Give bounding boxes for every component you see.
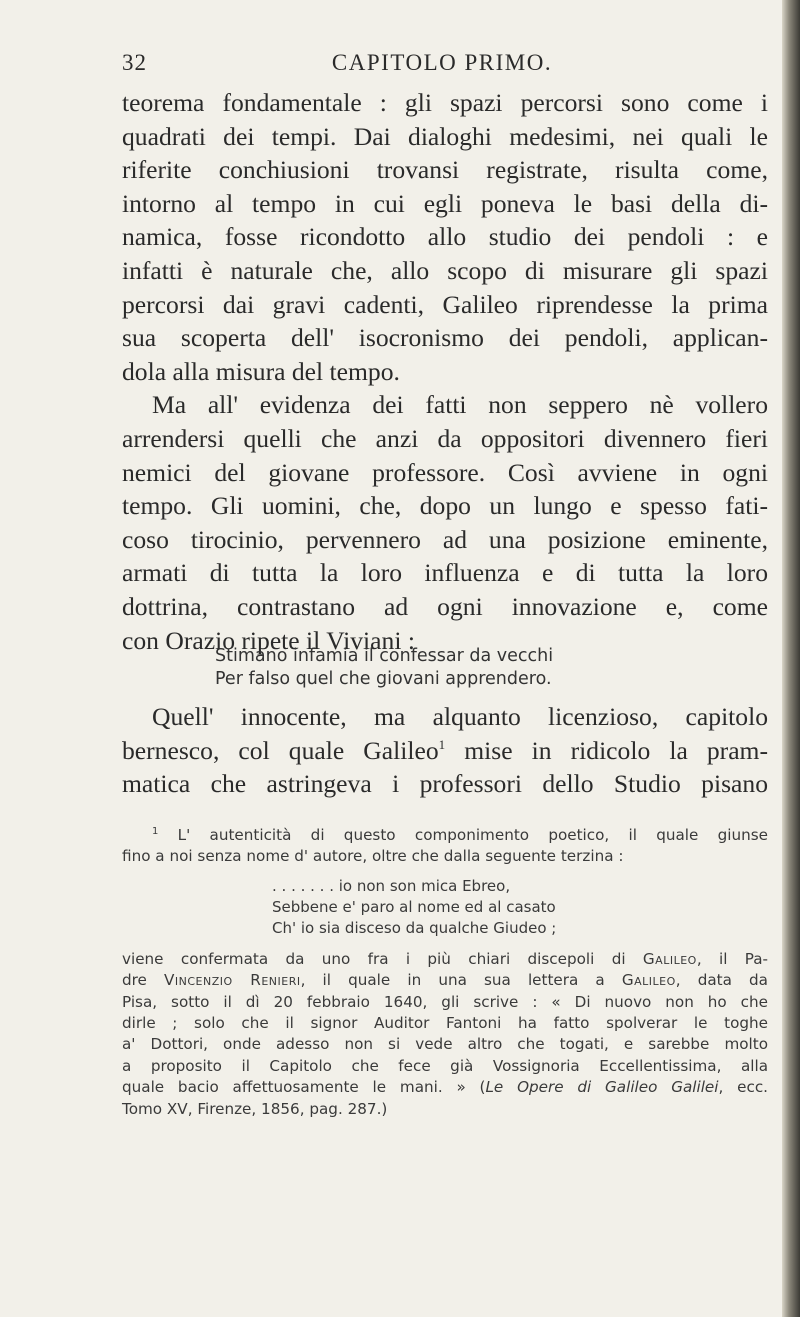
paragraph-2 [122,388,768,657]
name-galileo: Galileo [642,949,697,968]
text-line: matica che astringeva i professori dello Studio pisano [122,769,768,799]
text-line: quadrati dei tempi. Dai dialoghi medesimi, nei quali le [122,121,768,151]
footnote [122,825,768,1120]
text-segment: , data da [675,971,768,990]
footnote-line: dirle ; solo che il signor Auditor Fantoni ha fatto spolverar le toghe [122,1014,768,1033]
text-segment: quale bacio affettuosamente le mani. » ( [122,1078,486,1097]
text-line: armati di tutta la loro influenza e di tutta la loro [122,558,768,588]
footnote-line [122,1077,768,1098]
text-segment: L' autenticità di questo componimento poetico, il quale giunse [158,826,768,844]
text-line: Ma all' evidenza dei fatti non seppero nè vollero [152,390,768,420]
footnote-line [122,949,768,970]
text-line: percorsi dai gravi cadenti, Galileo riprendesse la prima [122,289,768,319]
text-line: namica, fosse ricondotto allo studio dei pendoli : e [122,222,768,252]
page-number: 32 [122,50,147,75]
text-line: riferite conchiusioni trovansi registrate, risulta come, [122,155,768,185]
text-line: dola alla misura del tempo. [122,356,400,386]
quoted-verse [215,645,553,691]
text-line: arrendersi quelli che anzi da oppositori divennero fieri [122,423,768,453]
footnote-verse-line: . . . . . . . io non son mica Ebreo, [272,876,511,895]
text-line: coso tirocinio, pervennero ad una posizione eminente, [122,524,768,554]
paragraph-3 [122,700,768,801]
verse-line: Stimano infamia il confessar da vecchi [215,646,554,666]
text-segment: mise in ridicolo la pram- [445,735,768,765]
text-line [122,734,768,768]
footnote-verse-line: Ch' io sia disceso da qualche Giudeo ; [272,918,557,937]
name-renieri: Vincenzio Renieri [164,971,301,990]
footnote-verse-line: Sebbene e' paro al nome ed al casato [272,897,556,916]
text-segment: dre [122,971,165,990]
text-line: teorema fondamentale : gli spazi percorsi sono come i [122,88,768,117]
text-line: sua scoperta dell' isocronismo dei pendoli, applican- [122,323,768,353]
citation-title: Le Opere di Galileo Galilei [485,1078,719,1097]
page-edge-shadow [782,0,800,1317]
page-header [122,50,762,82]
footnote-marker: 1 [152,826,159,837]
footnote-line: a proposito il Capitolo che fece già Vossignoria Eccellentissima, alla [122,1056,768,1075]
text-segment: , il quale in una sua lettera a [300,971,622,990]
text-line: tempo. Gli uomini, che, dopo un lungo e spesso fati- [122,491,768,521]
footnote-line: Tomo XV, Firenze, 1856, pag. 287.) [122,1099,388,1118]
main-text [122,86,768,657]
footnote-reference: 1 [438,736,446,752]
text-line: infatti è naturale che, allo scopo di misurare gli spazi [122,255,768,285]
footnote-line: a' Dottori, onde adesso non si vede altro che togati, e sarebbe molto [122,1035,768,1054]
text-line: intorno al tempo in cui egli poneva le basi della di- [122,188,768,218]
text-segment: , ecc. [718,1078,768,1097]
text-line: Quell' innocente, ma alquanto licenzioso, capitolo [152,702,768,731]
running-title: CAPITOLO PRIMO. [331,50,553,75]
footnote-line [122,825,768,846]
text-line: con Orazio ripete il Viviani : [122,625,415,655]
footnote-line: Pisa, sotto il dì 20 febbraio 1640, gli scrive : « Di nuovo non ho che [122,992,768,1011]
text-segment: viene confermata da uno fra i più chiari discepoli di [122,949,643,968]
text-line: dottrina, contrastano ad ogni innovazione e, come [122,591,768,621]
name-galileo: Galileo [621,971,676,990]
verse-line: Per falso quel che giovani apprendero. [215,669,552,689]
text-line: nemici del giovane professore. Così avviene in ogni [122,457,768,487]
paragraph-1 [122,86,768,388]
text-segment: bernesco, col quale Galileo [122,735,439,765]
footnote-line: fino a noi senza nome d' autore, oltre che dalla seguente terzina : [122,847,624,866]
text-segment: , il Pa- [696,949,769,968]
footnote-line [122,970,768,991]
